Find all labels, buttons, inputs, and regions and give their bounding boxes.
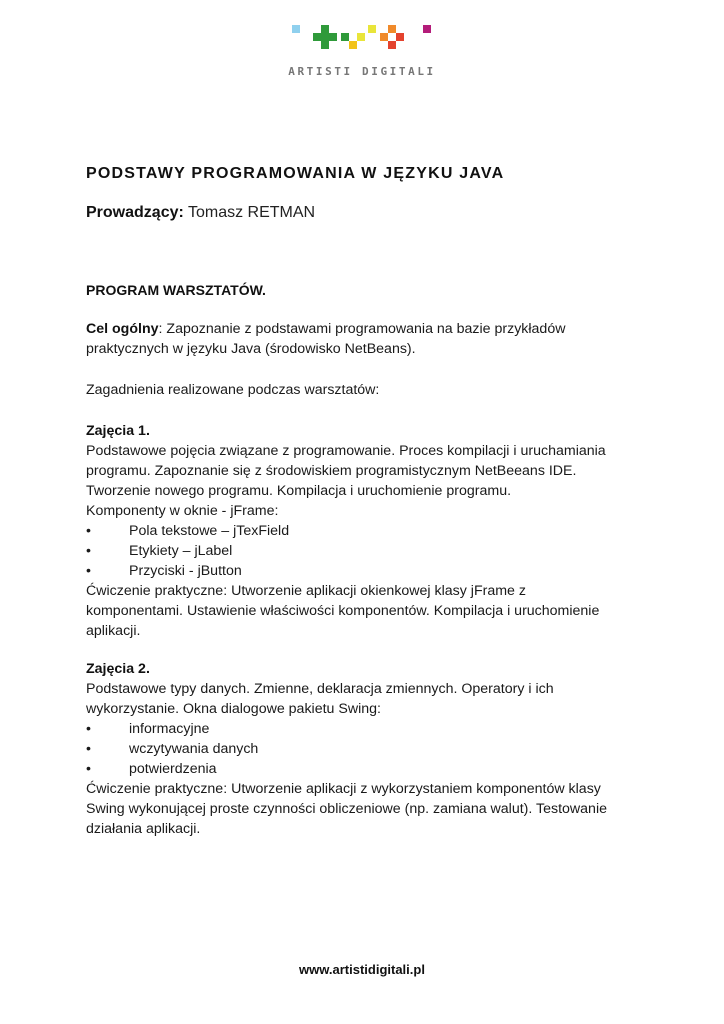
lecturer-label: Prowadzący: — [86, 204, 184, 221]
lecturer-name: Tomasz RETMAN — [187, 204, 316, 221]
session-2-line: Podstawowe typy danych. Zmienne, deklaracja zmiennych. Operatory i ich — [86, 681, 554, 697]
list-item-text: wczytywania danych — [129, 741, 259, 757]
bullet-icon: • — [86, 543, 91, 559]
goal-label: Cel ogólny — [86, 321, 159, 337]
session-2-exercise-line: Swing wykonującej proste czynności obliczeniowe (np. zamiana walut). Testowanie — [86, 801, 607, 817]
list-item-text: Etykiety – jLabel — [129, 543, 233, 559]
lecturer-line — [86, 204, 315, 222]
bullet-icon: • — [86, 761, 91, 777]
bullet-icon: • — [86, 523, 91, 539]
session-1-exercise-line: komponentami. Ustawienie właściwości komponentów. Kompilacja i uruchomienie — [86, 603, 600, 619]
list-item — [86, 561, 646, 581]
footer-website — [0, 962, 724, 977]
list-item — [86, 541, 646, 561]
bullet-icon: • — [86, 721, 91, 737]
goal-paragraph — [86, 319, 646, 359]
list-item — [86, 521, 646, 541]
bullet-icon: • — [86, 741, 91, 757]
session-2-line: wykorzystanie. Okna dialogowe pakietu Swing: — [86, 701, 381, 717]
session-1-exercise-line: aplikacji. — [86, 623, 141, 639]
list-item-text: Pola tekstowe – jTexField — [129, 523, 290, 539]
session-2-exercise-line: Ćwiczenie praktyczne: Utworzenie aplikacji z wykorzystaniem komponentów klasy — [86, 781, 601, 797]
session-2-exercise-line: działania aplikacji. — [86, 821, 201, 837]
bullet-icon: • — [86, 563, 91, 579]
list-item-text: Przyciski - jButton — [129, 563, 242, 579]
logo-pixel-mark — [288, 22, 436, 64]
session-1-heading: Zajęcia 1. — [86, 423, 150, 439]
footer-link[interactable]: www.artistidigitali.pl — [299, 962, 425, 977]
list-item — [86, 739, 646, 759]
list-item-text: informacyjne — [129, 721, 210, 737]
goal-text-line-2: praktycznych w języku Java (środowisko NetBeans). — [86, 341, 416, 357]
session-1-exercise-line: Ćwiczenie praktyczne: Utworzenie aplikacji okienkowej klasy jFrame z — [86, 583, 526, 599]
session-2 — [86, 659, 646, 839]
artisti-digitali-logo — [288, 22, 436, 82]
logo-wordmark: ARTISTI DIGITALI — [288, 65, 436, 78]
session-2-heading: Zajęcia 2. — [86, 661, 150, 677]
session-1-line: Komponenty w oknie - jFrame: — [86, 503, 279, 519]
session-1-line: Tworzenie nowego programu. Kompilacja i uruchomienie programu. — [86, 483, 512, 499]
list-item — [86, 719, 646, 739]
goal-text-line-1: : Zapoznanie z podstawami programowania na bazie przykładów — [158, 321, 566, 337]
program-heading: PROGRAM WARSZTATÓW. — [86, 282, 266, 298]
topics-intro: Zagadnienia realizowane podczas warsztatów: — [86, 382, 380, 398]
session-1 — [86, 421, 646, 641]
session-1-line: programu. Zapoznanie się z środowiskiem programistycznym NetBeeans IDE. — [86, 463, 577, 479]
page-title: PODSTAWY PROGRAMOWANIA W JĘZYKU JAVA — [86, 165, 505, 182]
session-1-line: Podstawowe pojęcia związane z programowanie. Proces kompilacji i uruchamiania — [86, 443, 606, 459]
list-item — [86, 759, 646, 779]
list-item-text: potwierdzenia — [129, 761, 217, 777]
